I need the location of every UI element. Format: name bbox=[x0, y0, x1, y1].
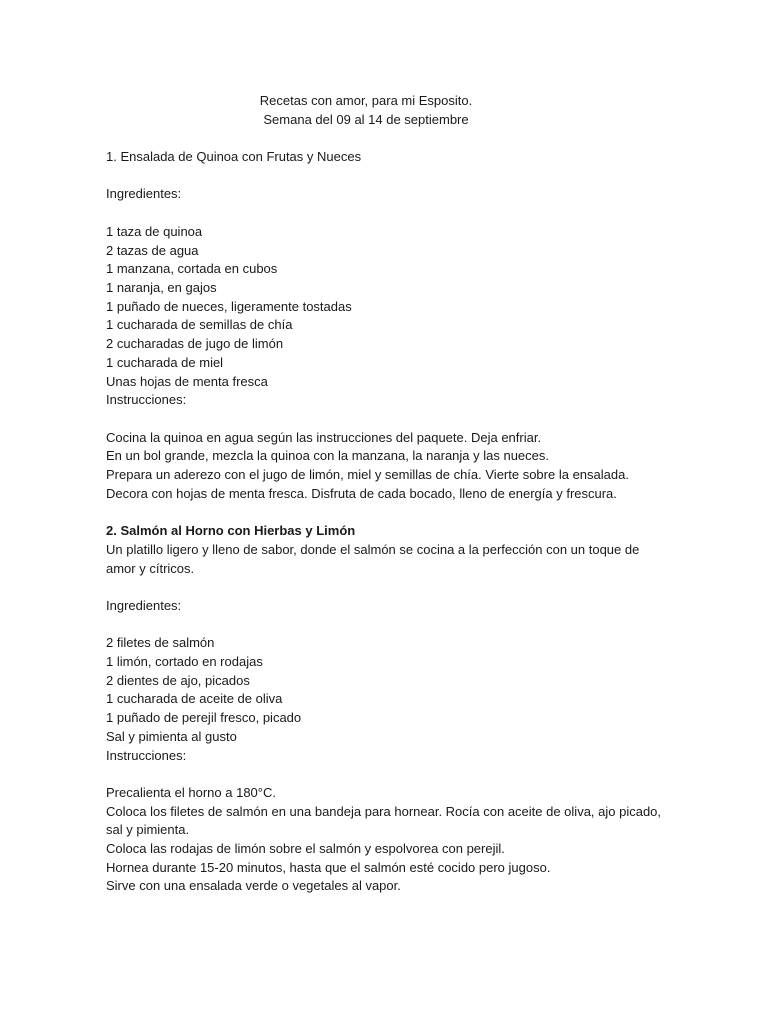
document-subtitle: Semana del 09 al 14 de septiembre bbox=[263, 111, 469, 127]
ingredient-item: 1 puñado de perejil fresco, picado bbox=[106, 710, 302, 726]
recipe-1-instructions-list bbox=[106, 429, 666, 504]
recipe-1-title: 1. Ensalada de Quinoa con Frutas y Nueces bbox=[106, 149, 362, 165]
ingredient-item: 2 tazas de agua bbox=[106, 242, 199, 258]
spacer bbox=[106, 410, 666, 429]
spacer bbox=[106, 503, 666, 522]
recipe-1-instructions-label: Instrucciones: bbox=[106, 392, 187, 408]
instruction-step: Coloca las rodajas de limón sobre el salmón y espolvorea con perejil. bbox=[106, 841, 505, 856]
instruction-step: Sirve con una ensalada verde o vegetales al vapor. bbox=[106, 878, 401, 894]
recipe-1-ingredients-label: Ingredientes: bbox=[106, 186, 182, 202]
ingredient-item: 1 manzana, cortada en cubos bbox=[106, 261, 278, 277]
ingredient-item: 2 filetes de salmón bbox=[106, 635, 215, 651]
recipe-2-instructions-list bbox=[106, 784, 666, 896]
ingredient-item: 1 taza de quinoa bbox=[106, 223, 203, 239]
recipe-2-instructions-label: Instrucciones: bbox=[106, 747, 187, 763]
spacer bbox=[106, 204, 666, 223]
ingredient-item: 2 dientes de ajo, picados bbox=[106, 672, 250, 688]
recipe-2-description: Un platillo ligero y lleno de sabor, donde el salmón se cocina a la perfección con un toque de amor y cítricos. bbox=[106, 541, 640, 576]
document-page bbox=[106, 92, 666, 896]
document-title: Recetas con amor, para mi Esposito. bbox=[259, 93, 473, 108]
ingredient-item: 1 naranja, en gajos bbox=[106, 279, 217, 295]
spacer bbox=[106, 765, 666, 784]
ingredient-item: 2 cucharadas de jugo de limón bbox=[106, 336, 284, 352]
ingredient-item: 1 cucharada de semillas de chía bbox=[106, 317, 293, 333]
instruction-step: Decora con hojas de menta fresca. Disfruta de cada bocado, lleno de energía y frescura. bbox=[106, 485, 617, 501]
recipe-1-ingredients-list bbox=[106, 223, 666, 391]
spacer bbox=[106, 167, 666, 186]
instruction-step: En un bol grande, mezcla la quinoa con la manzana, la naranja y las nueces. bbox=[106, 448, 550, 464]
recipe-2-ingredients-label: Ingredientes: bbox=[106, 597, 182, 613]
ingredient-item: Sal y pimienta al gusto bbox=[106, 728, 237, 744]
ingredient-item: 1 cucharada de aceite de oliva bbox=[106, 691, 283, 707]
recipe-1 bbox=[106, 148, 666, 503]
instruction-step: Cocina la quinoa en agua según las instrucciones del paquete. Deja enfriar. bbox=[106, 429, 542, 445]
spacer bbox=[106, 578, 666, 597]
document-header bbox=[86, 92, 646, 129]
recipe-2-ingredients-list bbox=[106, 634, 666, 746]
instruction-step: Coloca los filetes de salmón en una bandeja para hornear. Rocía con aceite de oliva, ajo picado, sal y pimienta. bbox=[106, 803, 662, 838]
ingredient-item: 1 limón, cortado en rodajas bbox=[106, 653, 263, 669]
ingredient-item: 1 puñado de nueces, ligeramente tostadas bbox=[106, 298, 352, 314]
recipe-2 bbox=[106, 522, 666, 896]
instruction-step: Precalienta el horno a 180°C. bbox=[106, 784, 276, 800]
spacer bbox=[106, 129, 666, 148]
ingredient-item: Unas hojas de menta fresca bbox=[106, 373, 268, 389]
ingredient-item: 1 cucharada de miel bbox=[106, 354, 224, 370]
instruction-step: Prepara un aderezo con el jugo de limón, miel y semillas de chía. Vierte sobre la ensalada. bbox=[106, 467, 629, 482]
instruction-step: Hornea durante 15-20 minutos, hasta que el salmón esté cocido pero jugoso. bbox=[106, 859, 551, 875]
spacer bbox=[106, 616, 666, 635]
recipe-2-title: 2. Salmón al Horno con Hierbas y Limón bbox=[106, 523, 356, 539]
